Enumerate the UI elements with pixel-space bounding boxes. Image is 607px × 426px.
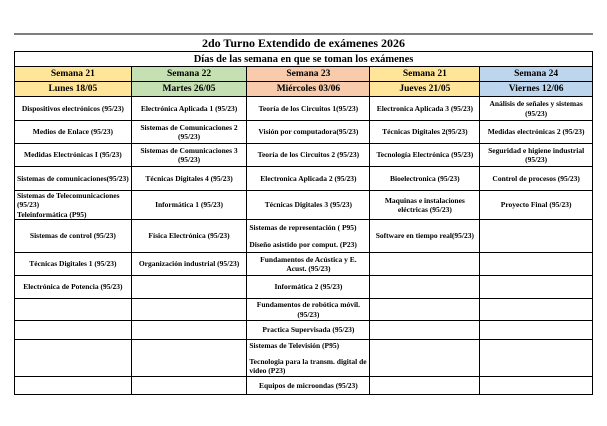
top-divider-line <box>14 33 593 35</box>
table-cell: Seguridad e higiene industrial (95/23) <box>480 144 593 167</box>
table-cell: Técnicas Digitales 1 (95/23) <box>15 253 132 276</box>
table-row <box>15 377 593 395</box>
subtitle-row <box>15 52 593 67</box>
day-header-cell: Lunes 18/05 <box>15 82 132 97</box>
table-cell: Visión por computadora(95/23) <box>247 121 370 144</box>
table-cell: Fundamentos de Acústica y E. Acust. (95/23) <box>247 253 370 276</box>
week-header-row <box>15 67 593 82</box>
table-cell: Sistemas de Telecomunicaciones (95/23) Teleinformática (P95) <box>15 191 132 220</box>
empty-cell <box>370 321 480 340</box>
week-header-cell: Semana 23 <box>247 67 370 82</box>
table-cell: Técnicas Digitales 3 (95/23) <box>247 191 370 220</box>
empty-cell <box>370 253 480 276</box>
week-header-cell: Semana 21 <box>370 67 480 82</box>
table-cell: Física Electrónica (95/23) <box>131 220 247 253</box>
table-cell: Medidas electrónicas 2 (95/23) <box>480 121 593 144</box>
empty-cell <box>15 377 132 395</box>
empty-cell <box>370 377 480 395</box>
empty-cell <box>480 253 593 276</box>
page-title: 2do Turno Extendido de exámenes 2026 <box>201 36 406 50</box>
table-cell: Practica Supervisada (95/23) <box>247 321 370 340</box>
table-row <box>15 340 593 377</box>
table-row <box>15 299 593 321</box>
table-subtitle: Días de las semana en que se toman los exámenes <box>15 52 593 67</box>
table-cell: Software en tiempo real(95/23) <box>370 220 480 253</box>
table-cell: Organización industrial (95/23) <box>131 253 247 276</box>
empty-cell <box>131 321 247 340</box>
empty-cell <box>15 321 132 340</box>
table-row <box>15 253 593 276</box>
empty-cell <box>370 299 480 321</box>
empty-cell <box>131 377 247 395</box>
empty-cell <box>370 340 480 377</box>
week-header-cell: Semana 21 <box>15 67 132 82</box>
empty-cell <box>15 340 132 377</box>
table-cell: Proyecto Final (95/23) <box>480 191 593 220</box>
table-cell: Sistemas de Televisión (P95) Tecnologia para la transm. digital de video (P23) <box>247 340 370 377</box>
table-cell: Electrónica Aplicada 1 (95/23) <box>131 97 247 121</box>
table-row <box>15 144 593 167</box>
table-cell: Sistemas de Comunicaciones 3 (95/23) <box>131 144 247 167</box>
table-row <box>15 191 593 220</box>
schedule-body <box>15 97 593 395</box>
empty-cell <box>480 299 593 321</box>
empty-cell <box>480 276 593 299</box>
table-cell: Fundamentos de robótica móvil. (95/23) <box>247 299 370 321</box>
table-cell: Equipos de microondas (95/23) <box>247 377 370 395</box>
day-header-row <box>15 82 593 97</box>
table-cell: Informática 2 (95/23) <box>247 276 370 299</box>
table-cell: Medidas Electrónicas I (95/23) <box>15 144 132 167</box>
empty-cell <box>480 340 593 377</box>
week-header-cell: Semana 24 <box>480 67 593 82</box>
empty-cell <box>480 220 593 253</box>
week-header-cell: Semana 22 <box>131 67 247 82</box>
empty-cell <box>131 340 247 377</box>
table-cell: Sistemas de control (95/23) <box>15 220 132 253</box>
day-header-cell: Miércoles 03/06 <box>247 82 370 97</box>
table-row <box>15 167 593 191</box>
day-header-cell: Martes 26/05 <box>131 82 247 97</box>
table-cell: Sistemas de Comunicaciones 2 (95/23) <box>131 121 247 144</box>
exam-schedule-table <box>14 51 593 395</box>
table-cell: Medios de Enlace (95/23) <box>15 121 132 144</box>
table-cell: Electronica Aplicada 3 (95/23) <box>370 97 480 121</box>
table-cell: Control de procesos (95/23) <box>480 167 593 191</box>
table-cell: Maquinas e instalaciones eléctricas (95/23) <box>370 191 480 220</box>
table-cell: Bioelectronica (95/23) <box>370 167 480 191</box>
day-header-cell: Jueves 21/05 <box>370 82 480 97</box>
table-cell: Técnicas Digitales 2(95/23) <box>370 121 480 144</box>
empty-cell <box>15 299 132 321</box>
table-cell: Dispositivos electrónicos (95/23) <box>15 97 132 121</box>
table-cell: Tecnología Electrónica (95/23) <box>370 144 480 167</box>
table-row <box>15 276 593 299</box>
table-cell: Teoría de los Circuitos 1(95/23) <box>247 97 370 121</box>
day-header-cell: Viernes 12/06 <box>480 82 593 97</box>
table-cell: Técnicas Digitales 4 (95/23) <box>131 167 247 191</box>
table-cell: Análisis de señales y sistemas (95/23) <box>480 97 593 121</box>
table-cell: Informática 1 (95/23) <box>131 191 247 220</box>
empty-cell <box>131 276 247 299</box>
empty-cell <box>480 321 593 340</box>
table-row <box>15 220 593 253</box>
table-cell: Sistemas de comunicaciones(95/23) <box>15 167 132 191</box>
table-row <box>15 321 593 340</box>
table-cell: Electronica Aplicada 2 (95/23) <box>247 167 370 191</box>
table-row <box>15 121 593 144</box>
empty-cell <box>480 377 593 395</box>
empty-cell <box>370 276 480 299</box>
table-cell: Teoría de los Circuitos 2 (95/23) <box>247 144 370 167</box>
table-row <box>15 97 593 121</box>
table-cell: Sistemas de representación ( P95) Diseño asistido por comput. (P23) <box>247 220 370 253</box>
empty-cell <box>131 299 247 321</box>
table-cell: Electrónica de Potencia (95/23) <box>15 276 132 299</box>
